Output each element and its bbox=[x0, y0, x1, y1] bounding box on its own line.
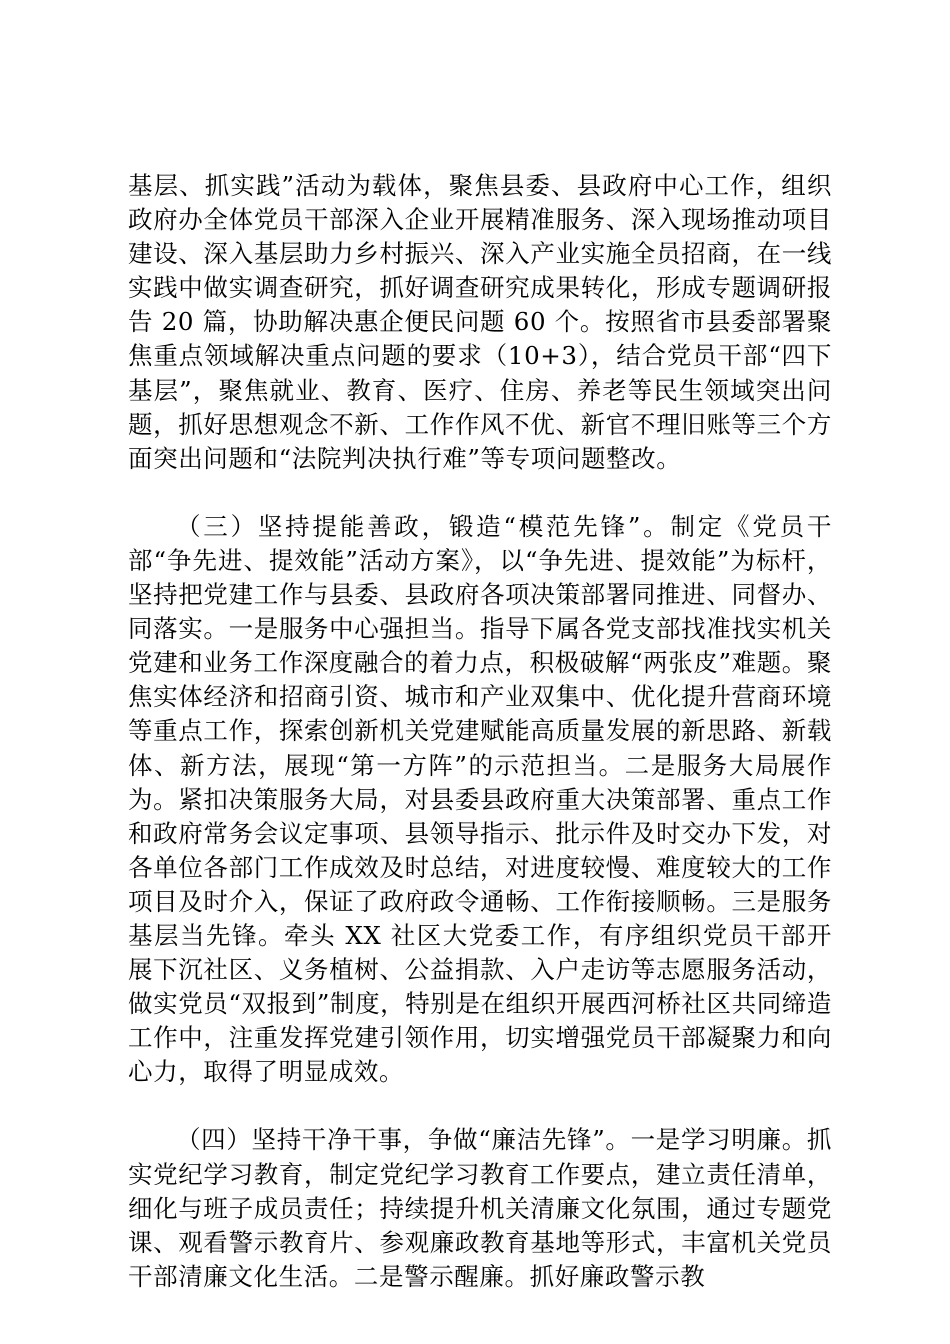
paragraph-section-three: （三）坚持提能善政，锻造“模范先锋”。制定《党员干部“争先进、提效能”活动方案》，以“争先进、提效能”为标杆，坚持把党建工作与县委、县政府各项决策部署同推进、同督办、同落实。一是服务中心强担当。指导下属各党支部找准找实机关党建和业务工作深度融合的着力点，积极破解“两张皮”难题。聚焦实体经济和招商引资、城市和产业双集中、优化提升营商环境等重点工作，探索创新机关党建赋能高质量发展的新思路、新载体、新方法，展现“第一方阵”的示范担当。二是服务大局展作为。紧扣决策服务大局，对县委县政府重大决策部署、重点工作和政府常务会议定事项、县领导指示、批示件及时交办下发，对各单位各部门工作成效及时总结，对进度较慢、难度较大的工作项目及时介入，保证了政府政令通畅、工作衔接顺畅。三是服务基层当先锋。牵头 XX 社区大党委工作，有序组织党员干部开展下沉社区、义务植树、公益捐款、入户走访等志愿服务活动，做实党员“双报到”制度，特别是在组织开展西河桥社区共同缔造工作中，注重发挥党建引领作用，切实增强党员干部凝聚力和向心力，取得了明显成效。 bbox=[128, 511, 832, 1087]
paragraph-section-four: （四）坚持干净干事，争做“廉洁先锋”。一是学习明廉。抓实党纪学习教育，制定党纪学习教育工作要点，建立责任清单，细化与班子成员责任；持续提升机关清廉文化氛围，通过专题党课、观看警示教育片、参观廉政教育基地等形式，丰富机关党员干部清廉文化生活。二是警示醒廉。抓好廉政警示教 bbox=[128, 1125, 832, 1291]
paragraph-spacer bbox=[128, 1089, 832, 1123]
paragraph-spacer bbox=[128, 476, 832, 510]
paragraph-continuation: 基层、抓实践”活动为载体，聚焦县委、县政府中心工作，组织政府办全体党员干部深入企业开展精准服务、深入现场推动项目建设、深入基层助力乡村振兴、深入产业实施全员招商，在一线实践中做实调查研究，抓好调查研究成果转化，形成专题调研报告 20 篇，协助解决惠企便民问题 60 个。按照省市县委部署聚焦重点领域解决重点问题的要求（10+3），结合党员干部“四下基层”，聚焦就业、教育、医疗、住房、养老等民生领域突出问题，抓好思想观念不新、工作作风不优、新官不理旧账等三个方面突出问题和“法院判决执行难”等专项问题整改。 bbox=[128, 171, 832, 473]
document-body bbox=[128, 169, 832, 1294]
